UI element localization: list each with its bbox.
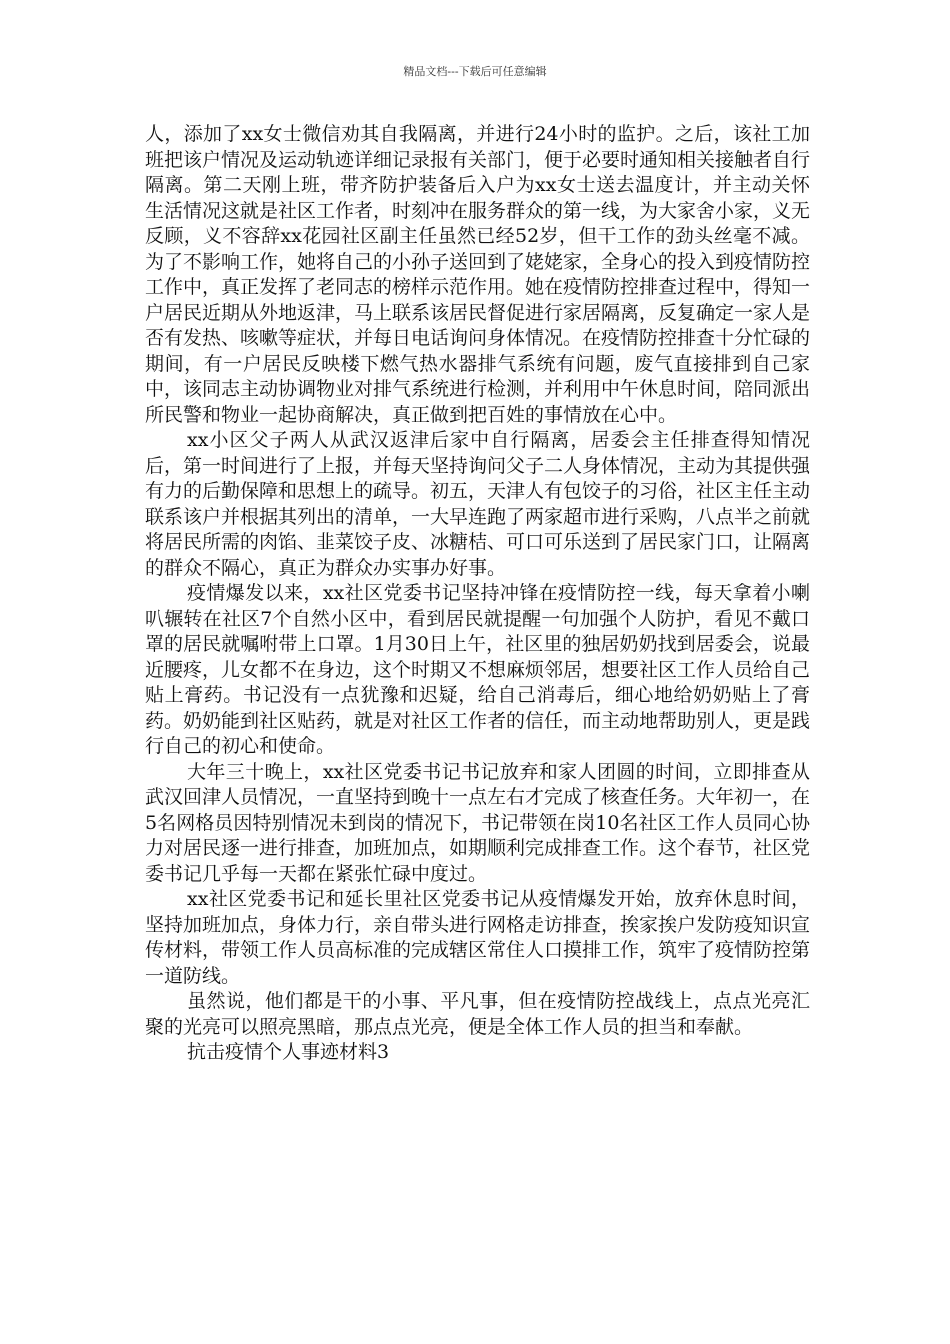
paragraph: xx社区党委书记和延长里社区党委书记从疫情爆发开始，放弃休息时间，坚持加班加点，身体力行，亲自带头进行网格走访排查，挨家挨户发防疫知识宣传材料，带领工作人员高标准的完成辖区常住人口摸排工作，筑牢了疫情防控第一道防线。 [145, 888, 811, 987]
paragraph: xx小区父子两人从武汉返津后家中自行隔离，居委会主任排查得知情况后，第一时间进行了上报，并每天坚持询问父子二人身体情况，主动为其提供强有力的后勤保障和思想上的疏导。初五，天津人有包饺子的习俗，社区主任主动联系该户并根据其列出的清单，一大早连跑了两家超市进行采购，八点半之前就将居民所需的肉馅、韭菜饺子皮、冰糖桔、可口可乐送到了居民家门口，让隔离的群众不隔心，真正为群众办实事办好事。 [145, 429, 811, 579]
paragraph: 虽然说，他们都是干的小事、平凡事，但在疫情防控战线上，点点光亮汇聚的光亮可以照亮黑暗，那点点光亮，便是全体工作人员的担当和奉献。 [145, 990, 810, 1038]
paragraph-continued: 人，添加了xx女士微信劝其自我隔离，并进行24小时的监护。之后，该社工加班把该户情况及运动轨迹详细记录报有关部门，便于必要时通知相关接触者自行隔离。第二天刚上班，带齐防护装备后入户为xx女士送去温度计，并主动关怀生活情况这就是社区工作者，时刻冲在服务群众的第一线，为大家舍小家，义无反顾，义不容辞xx花园社区副主任虽然已经52岁，但干工作的劲头丝毫不减。为了不影响工作，她将自己的小孙子送回到了姥姥家，全身心的投入到疫情防控工作中，真正发挥了老同志的榜样示范作用。她在疫情防控排查过程中，得知一户居民近期从外地返津，马上联系该居民督促进行家居隔离，反复确定一家人是否有发热、咳嗽等症状，并每日电话询问身体情况。在疫情防控排查十分忙碌的期间，有一户居民反映楼下燃气热水器排气系统有问题，废气直接排到自己家中，该同志主动协调物业对排气系统进行检测，并利用中午休息时间，陪同派出所民警和物业一起协商解决，真正做到把百姓的事情放在心中。 [145, 123, 811, 426]
section-title: 抗击疫情个人事迹材料3 [187, 1041, 390, 1063]
paragraph: 疫情爆发以来，xx社区党委书记坚持冲锋在疫情防控一线，每天拿着小喇叭辗转在社区7个自然小区中，看到居民就提醒一句加强个人防护，看见不戴口罩的居民就嘱咐带上口罩。1月30日上午，社区里的独居奶奶找到居委会，说最近腰疼，儿女都不在身边，这个时期又不想麻烦邻居，想要社区工作人员给自己贴上膏药。书记没有一点犹豫和迟疑，给自己消毒后，细心地给奶奶贴上了膏药。奶奶能到社区贴药，就是对社区工作者的信任，而主动地帮助别人，更是践行自己的初心和使命。 [145, 582, 811, 757]
paragraph: 大年三十晚上，xx社区党委书记书记放弃和家人团圆的时间，立即排查从武汉回津人员情况，一直坚持到晚十一点左右才完成了核查任务。大年初一，在5名网格员因特别情况未到岗的情况下，书记带领在岗10名社区工作人员同心协力对居民逐一进行排查，加班加点，如期顺利完成排查工作。这个春节，社区党委书记几乎每一天都在紧张忙碌中度过。 [145, 760, 811, 885]
document-body [145, 122, 810, 1066]
page-header: 精品文档---下载后可任意编辑 [403, 65, 547, 78]
